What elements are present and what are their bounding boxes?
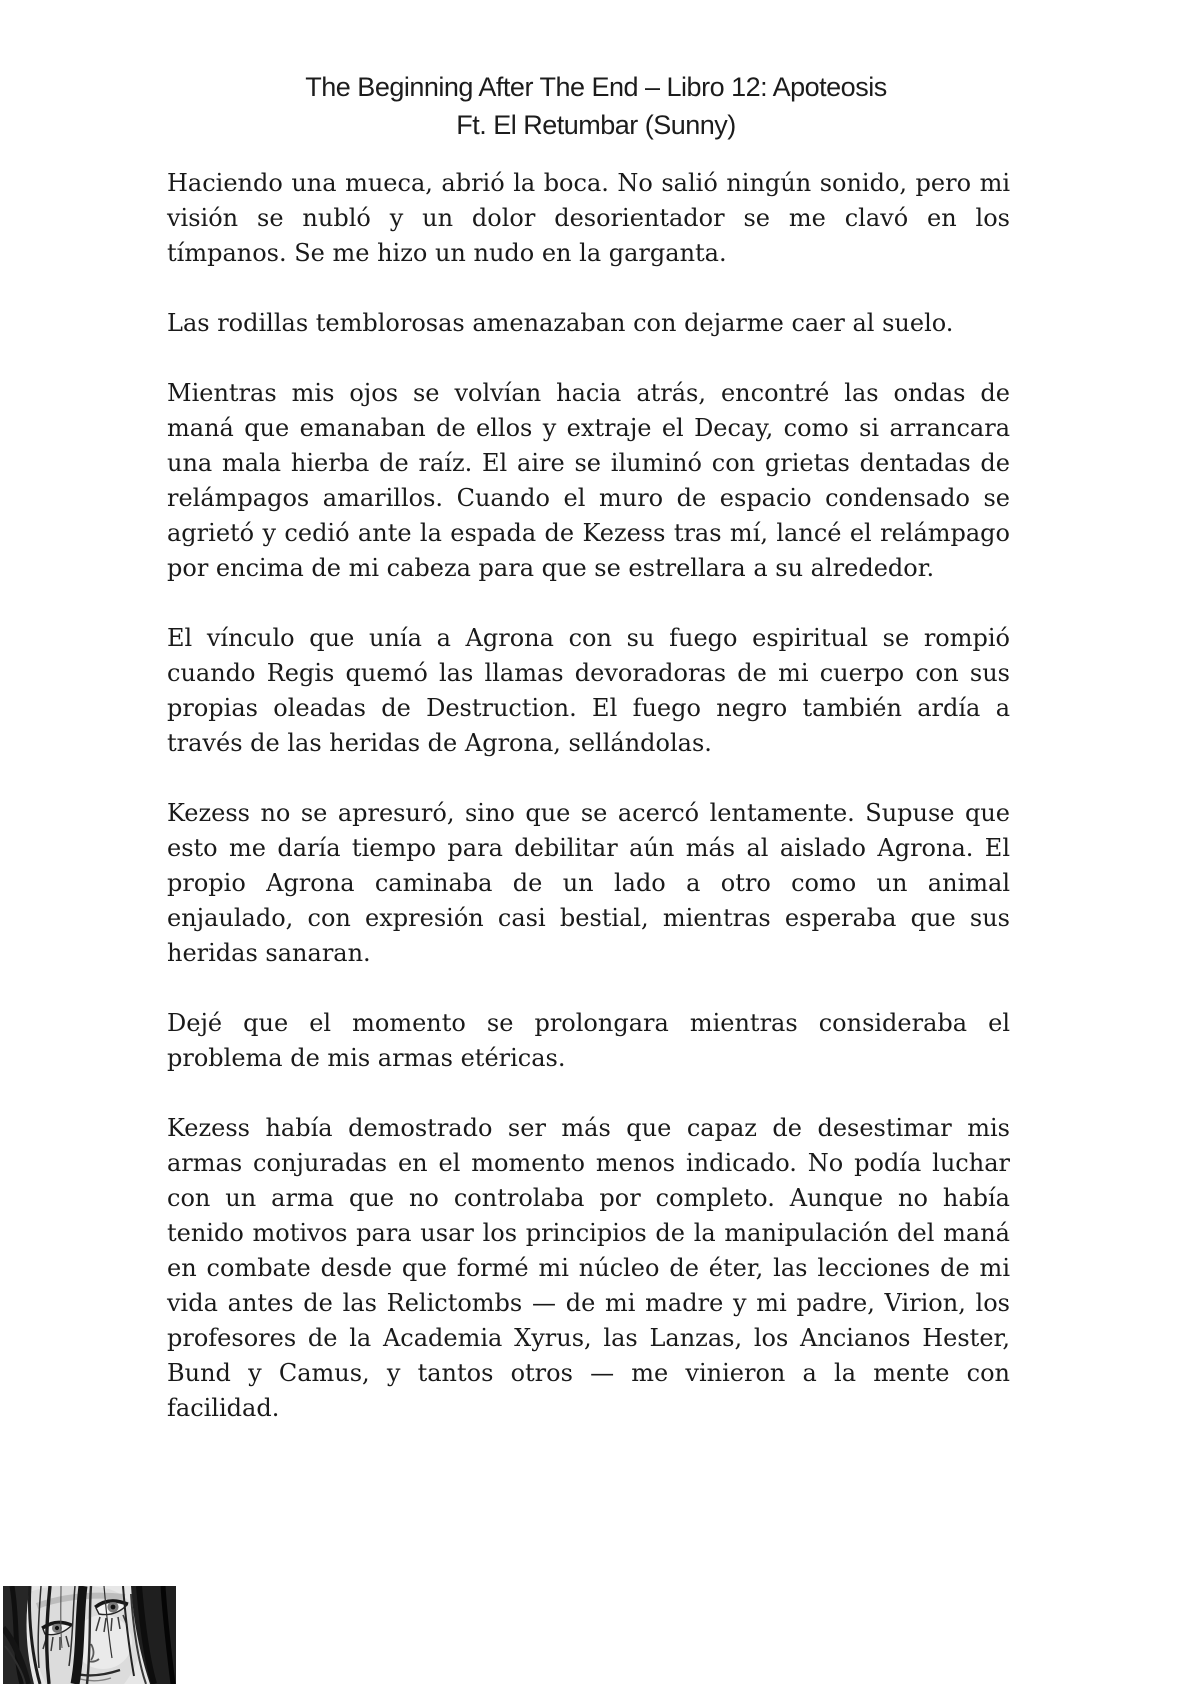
manga-face-illustration xyxy=(3,1586,176,1684)
paragraph-5: Kezess no se apresuró, sino que se acercó lentamente. Supuse que esto me daría tiempo para debilitar aún más al aislado Agrona. El propio Agrona caminaba de un lado a otro como un animal enjaulado, con expresión casi bestial, mientras esperaba que sus heridas sanaran. xyxy=(167,799,1010,967)
paragraph-7: Kezess había demostrado ser más que capaz de desestimar mis armas conjuradas en el momento menos indicado. No podía luchar con un arma que no controlaba por completo. Aunque no había tenido motivos para usar los principios de la manipulación del maná en combate desde que formé mi núcleo de éter, las lecciones de mi vida antes de las Relictombs — de mi madre y mi padre, Virion, los profesores de la Academia Xyrus, las Lanzas, los Ancianos Hester, Bund y Camus, y tantos otros — me vinieron a la mente con facilidad. xyxy=(167,1114,1010,1422)
document-title xyxy=(0,68,1192,144)
manga-face-drawing xyxy=(3,1586,176,1684)
title-line-2: Ft. El Retumbar (Sunny) xyxy=(456,110,736,140)
paragraph-3: Mientras mis ojos se volvían hacia atrás, encontré las ondas de maná que emanaban de ellos y extraje el Decay, como si arrancara una mala hierba de raíz. El aire se iluminó con grietas dentadas de relámpagos amarillos. Cuando el muro de espacio condensado se agrietó y cedió ante la espada de Kezess tras mí, lancé el relámpago por encima de mi cabeza para que se estrellara a su alrededor. xyxy=(167,379,1010,582)
title-line-1: The Beginning After The End – Libro 12: Apoteosis xyxy=(305,72,887,102)
paragraph-4: El vínculo que unía a Agrona con su fuego espiritual se rompió cuando Regis quemó las llamas devoradoras de mi cuerpo con sus propias oleadas de Destruction. El fuego negro también ardía a través de las heridas de Agrona, sellándolas. xyxy=(167,624,1010,757)
paragraph-1: Haciendo una mueca, abrió la boca. No salió ningún sonido, pero mi visión se nubló y un dolor desorientador se me clavó en los tímpanos. Se me hizo un nudo en la garganta. xyxy=(167,169,1010,267)
document-body xyxy=(167,166,1010,1461)
paragraph-2: Las rodillas temblorosas amenazaban con dejarme caer al suelo. xyxy=(167,309,954,337)
paragraph-6: Dejé que el momento se prolongara mientras consideraba el problema de mis armas etéricas. xyxy=(167,1009,1010,1072)
